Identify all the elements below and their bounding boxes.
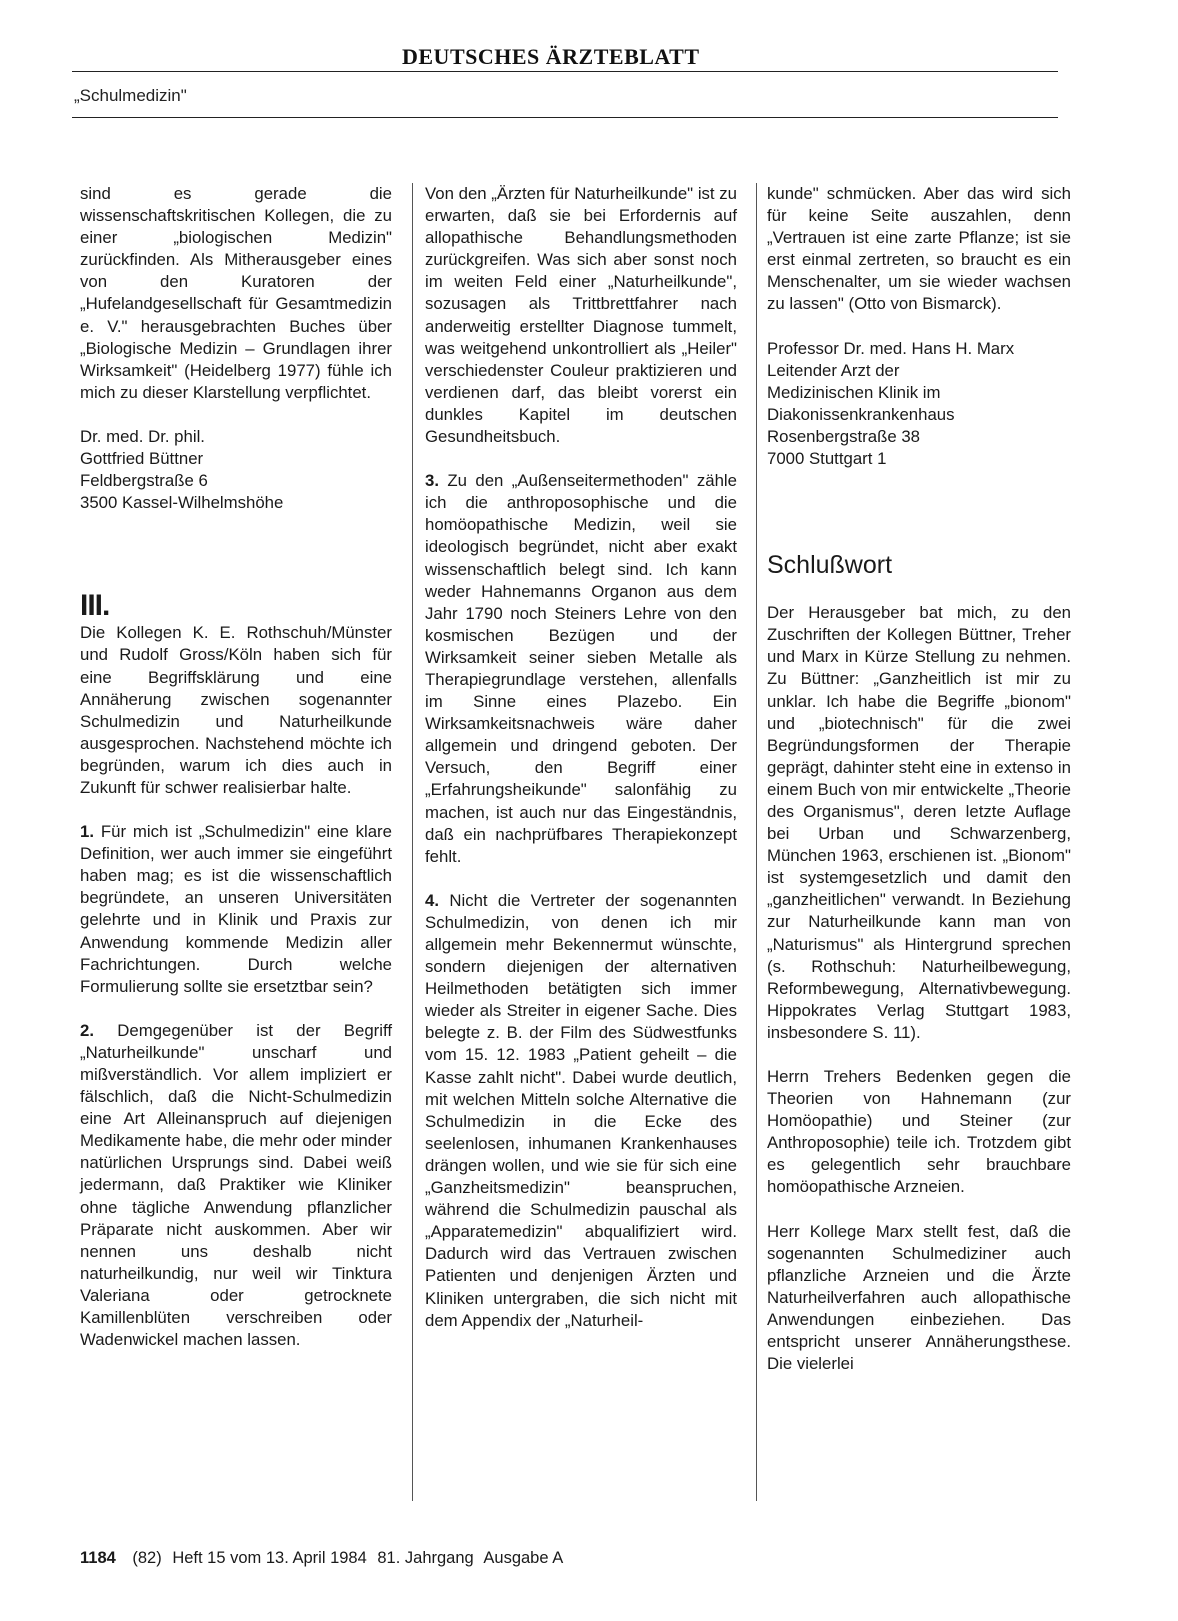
column-divider: [756, 183, 757, 1501]
section-heading-roman: III.: [80, 589, 110, 623]
issue-info: Heft 15 vom 13. April 1984: [172, 1549, 367, 1567]
signature-line: 7000 Stuttgart 1: [767, 449, 887, 469]
column-divider: [412, 183, 413, 1501]
author-signature: [767, 338, 1071, 471]
column-3: [767, 183, 1071, 1375]
signature-line: Dr. med. Dr. phil.: [80, 426, 205, 446]
numbered-paragraph: [80, 1020, 392, 1351]
signature-line: 3500 Kassel-Wilhelmshöhe: [80, 493, 284, 513]
numbered-paragraph: [425, 470, 737, 868]
folio: (82): [132, 1549, 162, 1567]
column-2: [425, 183, 737, 1332]
paragraph: Herr Kollege Marx stellt fest, daß die sogenannten Schulmediziner auch pflanzliche Arzneien und die Ärzte Naturheilverfahren auch allopathische Anwendungen einbeziehen. Das entspricht unserer Annäherungsthese. Die vielerlei: [767, 1221, 1071, 1374]
header-rule-top: [72, 71, 1058, 72]
journal-title: DEUTSCHES ÄRZTEBLATT: [402, 44, 700, 69]
paragraph: Die Kollegen K. E. Rothschuh/Münster und Rudolf Gross/Köln haben sich für eine Begriffsklärung und eine Annäherung zwischen sogenannter Schulmedizin und Naturheilkunde ausgesprochen. Nachstehend möchte ich begründen, warum ich dies auch in Zukunft für schwer realisierbar halte.: [80, 623, 392, 797]
signature-line: Diakonissenkrankenhaus: [767, 404, 955, 424]
volume-info: 81. Jahrgang: [377, 1549, 474, 1567]
paragraph: sind es gerade die wissenschaftskritischen Kollegen, die zu einer „biologischen Medizin" zurückfinden. Als Mitherausgeber eines von den Kuratoren der „Hufelandgesellschaft für Gesamtmedizin e. V." herausgebrachten Buches über „Biologische Medizin – Grundlagen ihrer Wirksamkeit" (Heidelberg 1977) fühle ich mich zu dieser Klarstellung verpflichtet.: [80, 184, 392, 402]
point-number: 3.: [425, 471, 439, 491]
column-1: [80, 183, 392, 1351]
numbered-paragraph: [425, 890, 737, 1332]
author-signature: [80, 426, 392, 514]
signature-line: Leitender Arzt der: [767, 360, 900, 380]
page-number: 1184: [80, 1549, 116, 1567]
point-number: 1.: [80, 822, 94, 842]
section-label: „Schulmedizin": [74, 86, 187, 105]
signature-line: Feldbergstraße 6: [80, 471, 208, 491]
paragraph: Herrn Trehers Bedenken gegen die Theorien von Hahnemann (zur Homöopathie) und Steiner (zur Anthroposophie) teile ich. Trotzdem gibt es gelegentlich sehr brauchbare homöopathische Arzneien.: [767, 1067, 1071, 1197]
point-text: Demgegenüber ist der Begriff „Naturheilkunde" unscharf und mißverständlich. Vor allem impliziert er fälschlich, daß die Nicht-Schulmedizin eine Art Alleinanspruch auf diejenigen Medikamente habe, die mehr oder minder natürlichen Ursprungs sind. Dabei weiß jedermann, daß Praktiker wie Kliniker ohne tägliche Anwendung pflanzlicher Präparate nicht auskommen. Aber wir nennen uns deshalb nicht naturheilkundig, nur weil wir Tinktura Valeriana oder getrocknete Kamillenblüten verschreiben oder Wadenwickel machen lassen.: [80, 1020, 392, 1350]
signature-line: Rosenbergstraße 38: [767, 426, 920, 446]
point-text: Nicht die Vertreter der sogenannten Schulmedizin, von denen ich mir allgemein mehr Bekennermut wünschte, sondern diejenigen der alternativen Heilmethoden betätigten sich immer wieder als Streiter in eigener Sache. Dies belegte z. B. der Film des Südwestfunks vom 15. 12. 1983 „Patient geheilt – die Kasse zahlt nicht". Dabei wurde deutlich, mit welchen Mitteln solche Alternative die Schulmedizin in die Ecke des seelenlosen, inhumanen Krankenhauses drängen wollen, und wie sie für sich eine „Ganzheitsmedizin" beanspruchen, während die Schulmedizin pauschal als „Apparatemedizin" abqualifiziert wird. Dadurch wird das Vertrauen zwischen Patienten und denjenigen Ärzten und Kliniken untergraben, die sich nicht mit dem Appendix der „Naturheil-: [425, 890, 737, 1330]
signature-line: Professor Dr. med. Hans H. Marx: [767, 338, 1015, 358]
point-text: Zu den „Außenseitermethoden" zähle ich die anthroposophische und die homöopathische Medizin, weil sie ideologisch begründet, nicht aber exakt wissenschaftlich belegt sind. Ich kann weder Hahnemanns Organon aus dem Jahr 1790 noch Steiners Lehre von den kosmischen Bezügen und der Wirksamkeit seiner sieben Metalle als Therapiegrundlage verstehen, allenfalls im Sinne eines Plazebo. Ein Wirksamkeitsnachweis wäre daher allgemein und dringend geboten. Der Versuch, den Begriff einer „Erfahrungsheikunde" salonfähig zu machen, ist auch nur das Eingeständnis, daß ein nachprüfbares Therapiekonzept fehlt.: [425, 471, 737, 866]
edition-info: Ausgabe A: [483, 1549, 564, 1567]
point-number: 4.: [425, 890, 439, 910]
signature-line: Gottfried Büttner: [80, 449, 204, 469]
point-number: 2.: [80, 1020, 94, 1040]
paragraph: kunde" schmücken. Aber das wird sich für keine Seite auszahlen, denn „Vertrauen ist eine zarte Pflanze; ist sie erst einmal zertreten, so braucht es ein Menschenalter, um sie wieder wachsen zu lassen" (Otto von Bismarck).: [767, 184, 1071, 314]
paragraph: Von den „Ärzten für Naturheilkunde" ist zu erwarten, daß sie bei Erfordernis auf allopathische Behandlungsmethoden zurückgreifen. Was sich aber sonst noch im weiten Feld einer „Naturheilkunde", sozusagen als Trittbrettfahrer nach anderweitig erstellter Diagnose tummelt, was weitgehend unkontrolliert als „Heiler" verschiedenster Couleur praktizieren und verdienen darf, das bleibt vorerst ein dunkles Kapitel im deutschen Gesundheitsbuch.: [425, 184, 737, 447]
paragraph: Der Herausgeber bat mich, zu den Zuschriften der Kollegen Büttner, Treher und Marx in Kürze Stellung zu nehmen. Zu Büttner: „Ganzheitlich ist mir zu unklar. Ich habe die Begriffe „bionom" und „biotechnisch" für die zwei Begründungsformen der Therapie geprägt, dahinter steht eine in extenso in einem Buch von mir entwickelte „Theorie des Organismus", deren letzte Auflage bei Urban und Schwarzenberg, München 1963, erschienen ist. „Bionom" ist systemgesetzlich und damit den „ganzheitlichen" verwandt. In Beziehung zur Naturheilkunde kann man von „Naturismus" als Hintergrund sprechen (s. Rothschuh: Naturheilbewegung, Reformbewegung, Alternativbewegung. Hippokrates Verlag Stuttgart 1983, insbesondere S. 11).: [767, 603, 1071, 1042]
page-footer: [80, 1549, 569, 1568]
point-text: Für mich ist „Schulmedizin" eine klare Definition, wer auch immer sie eingeführt haben mag; es ist die wissenschaftlich begründete, an unseren Universitäten gelehrte und in Klinik und Praxis zur Anwendung kommende Medizin aller Fachrichtungen. Durch welche Formulierung sollte sie ersetztbar sein?: [80, 822, 392, 996]
numbered-paragraph: [80, 821, 392, 998]
section-heading: Schlußwort: [767, 551, 893, 580]
header-rule-bottom: [72, 117, 1058, 118]
signature-line: Medizinischen Klinik im: [767, 382, 941, 402]
